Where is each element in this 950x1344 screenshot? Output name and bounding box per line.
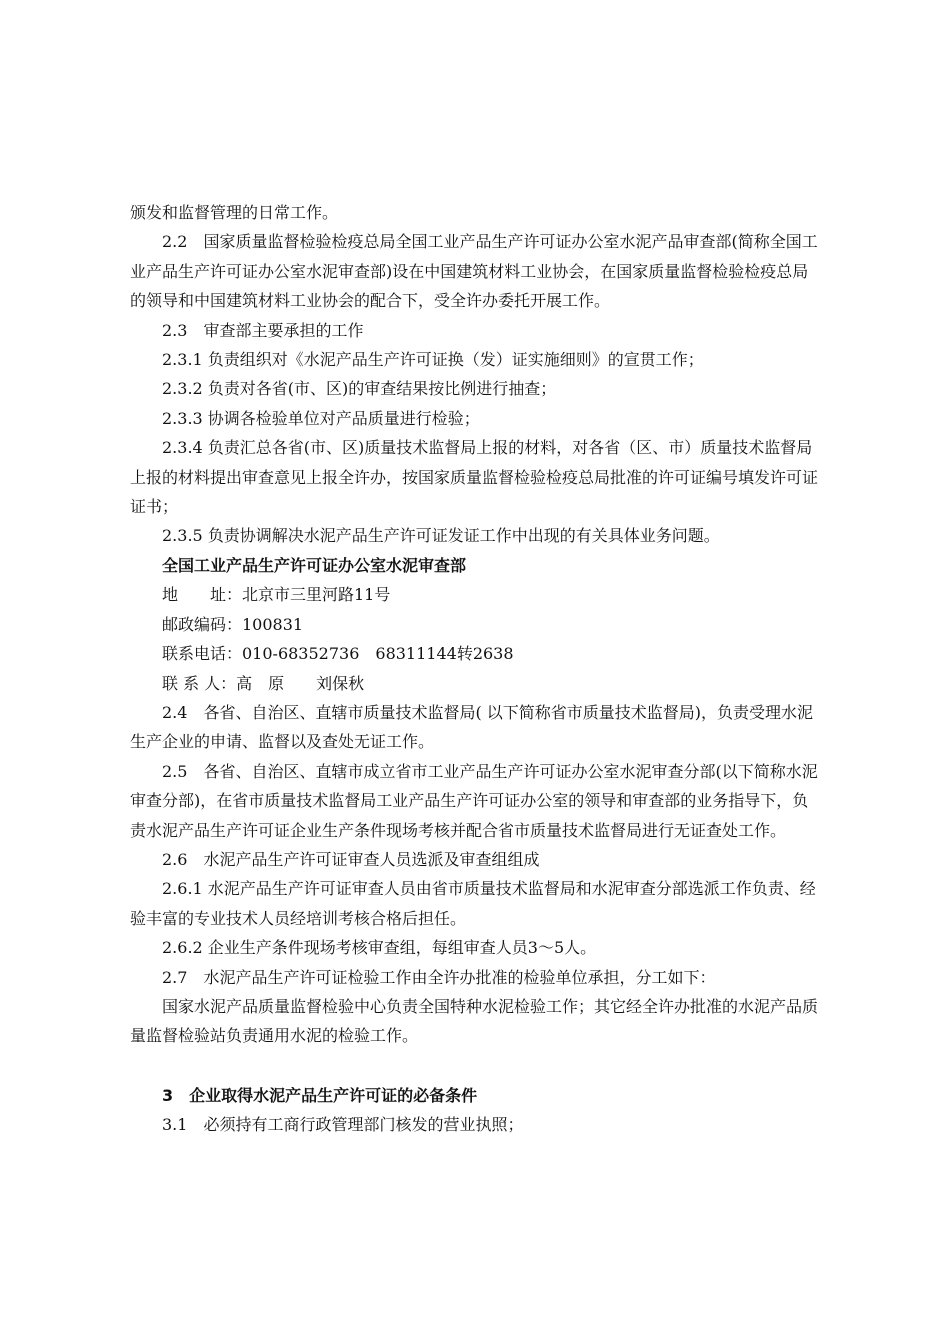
org-contact-person: 联 系 人：高 原 刘保秋 bbox=[162, 673, 365, 693]
paragraph-2-7: 2.7 水泥产品生产许可证检验工作由全许办批准的检验单位承担，分工如下： bbox=[162, 967, 716, 987]
document-body bbox=[130, 198, 822, 1140]
paragraph-2-4: 2.4 各省、自治区、直辖市质量技术监督局( 以下简称省市质量技术监督局)，负责受理水泥生产企业的申请、监督以及查处无证工作。 bbox=[130, 702, 814, 752]
paragraph-3-1: 3.1 必须持有工商行政管理部门核发的营业执照； bbox=[162, 1115, 524, 1135]
paragraph-continuation: 颁发和监督管理的日常工作。 bbox=[130, 203, 339, 222]
org-phone: 联系电话：010-68352736 68311144转2638 bbox=[162, 644, 514, 664]
paragraph-2-6-1: 2.6.1 水泥产品生产许可证审查人员由省市质量技术监督局和水泥审查分部选派工作负责、经验丰富的专业技术人员经培训考核合格后担任。 bbox=[130, 879, 816, 928]
paragraph-2-6: 2.6 水泥产品生产许可证审查人员选派及审查组组成 bbox=[162, 849, 540, 869]
paragraph-2-5: 2.5 各省、自治区、直辖市成立省市工业产品生产许可证办公室水泥审查分部(以下简称水泥审查分部)，在省市质量技术监督局工业产品生产许可证办公室的领导和审查部的业务指导下，负责水泥产品生产许可证企业生产条件现场考核并配合省市质量技术监督局进行无证查处工作。 bbox=[130, 761, 818, 840]
paragraph-2-3-5: 2.3.5 负责协调解决水泥产品生产许可证发证工作中出现的有关具体业务问题。 bbox=[162, 526, 720, 546]
org-name: 全国工业产品生产许可证办公室水泥审查部 bbox=[162, 555, 467, 575]
paragraph-2-3-1: 2.3.1 负责组织对《水泥产品生产许可证换（发）证实施细则》的宣贯工作； bbox=[162, 350, 704, 370]
paragraph-2-3: 2.3 审查部主要承担的工作 bbox=[162, 320, 364, 340]
org-postcode: 邮政编码：100831 bbox=[162, 614, 304, 634]
paragraph-2-7-detail: 国家水泥产品质量监督检验中心负责全国特种水泥检验工作；其它经全许办批准的水泥产品质量监督检验站负责通用水泥的检验工作。 bbox=[130, 996, 819, 1046]
paragraph-2-3-3: 2.3.3 协调各检验单位对产品质量进行检验； bbox=[162, 408, 480, 428]
section-gap bbox=[130, 1051, 822, 1081]
paragraph-2-3-2: 2.3.2 负责对各省(市、区)的审查结果按比例进行抽查； bbox=[162, 379, 557, 399]
paragraph-2-2: 2.2 国家质量监督检验检疫总局全国工业产品生产许可证办公室水泥产品审查部(简称全国工业产品生产许可证办公室水泥审查部)设在中国建筑材料工业协会，在国家质量监督检验检疫总局的领导和中国建筑材料工业协会的配合下，受全许办委托开展工作。 bbox=[130, 232, 818, 311]
section-3-heading: 3 企业取得水泥产品生产许可证的必备条件 bbox=[162, 1085, 478, 1105]
paragraph-2-6-2: 2.6.2 企业生产条件现场考核审查组，每组审查人员3～5人。 bbox=[162, 938, 597, 958]
org-address: 地 址：北京市三里河路11号 bbox=[162, 585, 391, 605]
paragraph-2-3-4: 2.3.4 负责汇总各省(市、区)质量技术监督局上报的材料，对各省（区、市）质量技术监督局上报的材料提出审查意见上报全许办，按国家质量监督检验检疫总局批准的许可证编号填发许可证证书； bbox=[130, 438, 819, 517]
